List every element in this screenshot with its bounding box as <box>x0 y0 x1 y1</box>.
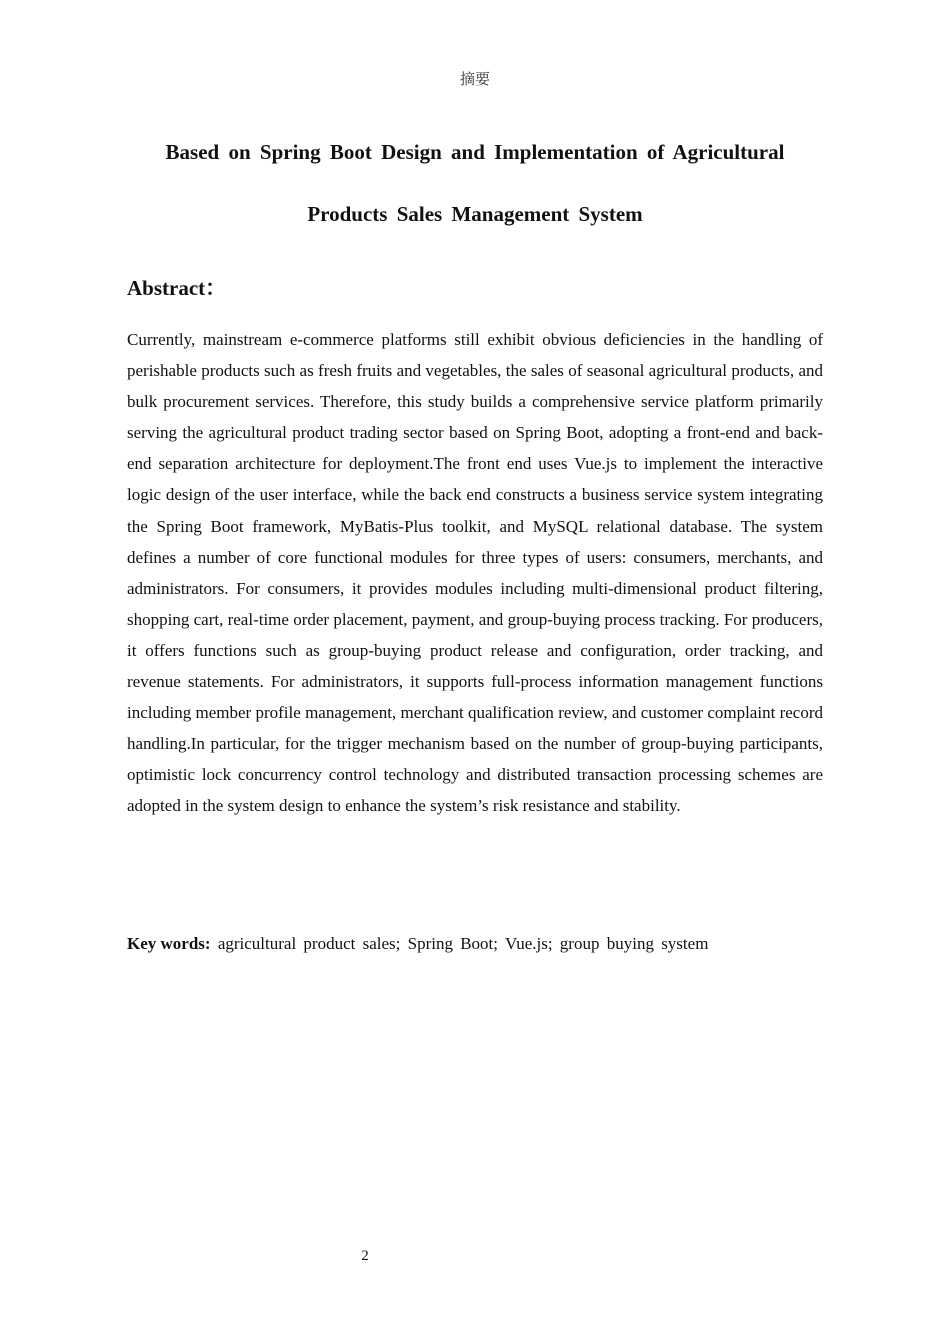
keywords-label: Key words: <box>127 934 211 953</box>
page-number: 2 <box>361 1248 369 1264</box>
running-header: 摘要 <box>459 70 490 88</box>
abstract-heading: Abstract： <box>127 276 227 300</box>
title-line-2: Products Sales Management System <box>307 202 643 226</box>
keywords-text: agricultural product sales; Spring Boot; Vue.js; group buying system <box>217 934 709 953</box>
title-line-1: Based on Spring Boot Design and Implementation of Agricultural <box>165 140 785 164</box>
keywords <box>127 930 823 958</box>
abstract-body: Currently, mainstream e-commerce platforms still exhibit obvious deficiencies in the handling of perishable products such as fresh fruits and vegetables, the sales of seasonal agricultural products, and bulk procurement services. Therefore, this study builds a comprehensive service platform primarily serving the agricultural product trading sector based on Spring Boot, adopting a front-end and back-end separation architecture for deployment.The front end uses Vue.js to implement the interactive logic design of the user interface, while the back end constructs a business service system integrating the Spring Boot framework, MyBatis-Plus toolkit, and MySQL relational database. The system defines a number of core functional modules for three types of users: consumers, merchants, and administrators. For consumers, it provides modules including multi-dimensional product filtering, shopping cart, real-time order placement, payment, and group-buying process tracking. For producers, it offers functions such as group-buying product release and configuration, order tracking, and revenue statements. For administrators, it supports full-process information management functions including member profile management, merchant qualification review, and customer complaint record handling.In particular, for the trigger mechanism based on the number of group-buying participants, optimistic lock concurrency control technology and distributed transaction processing schemes are adopted in the system design to enhance the system’s risk resistance and stability. <box>127 330 823 816</box>
